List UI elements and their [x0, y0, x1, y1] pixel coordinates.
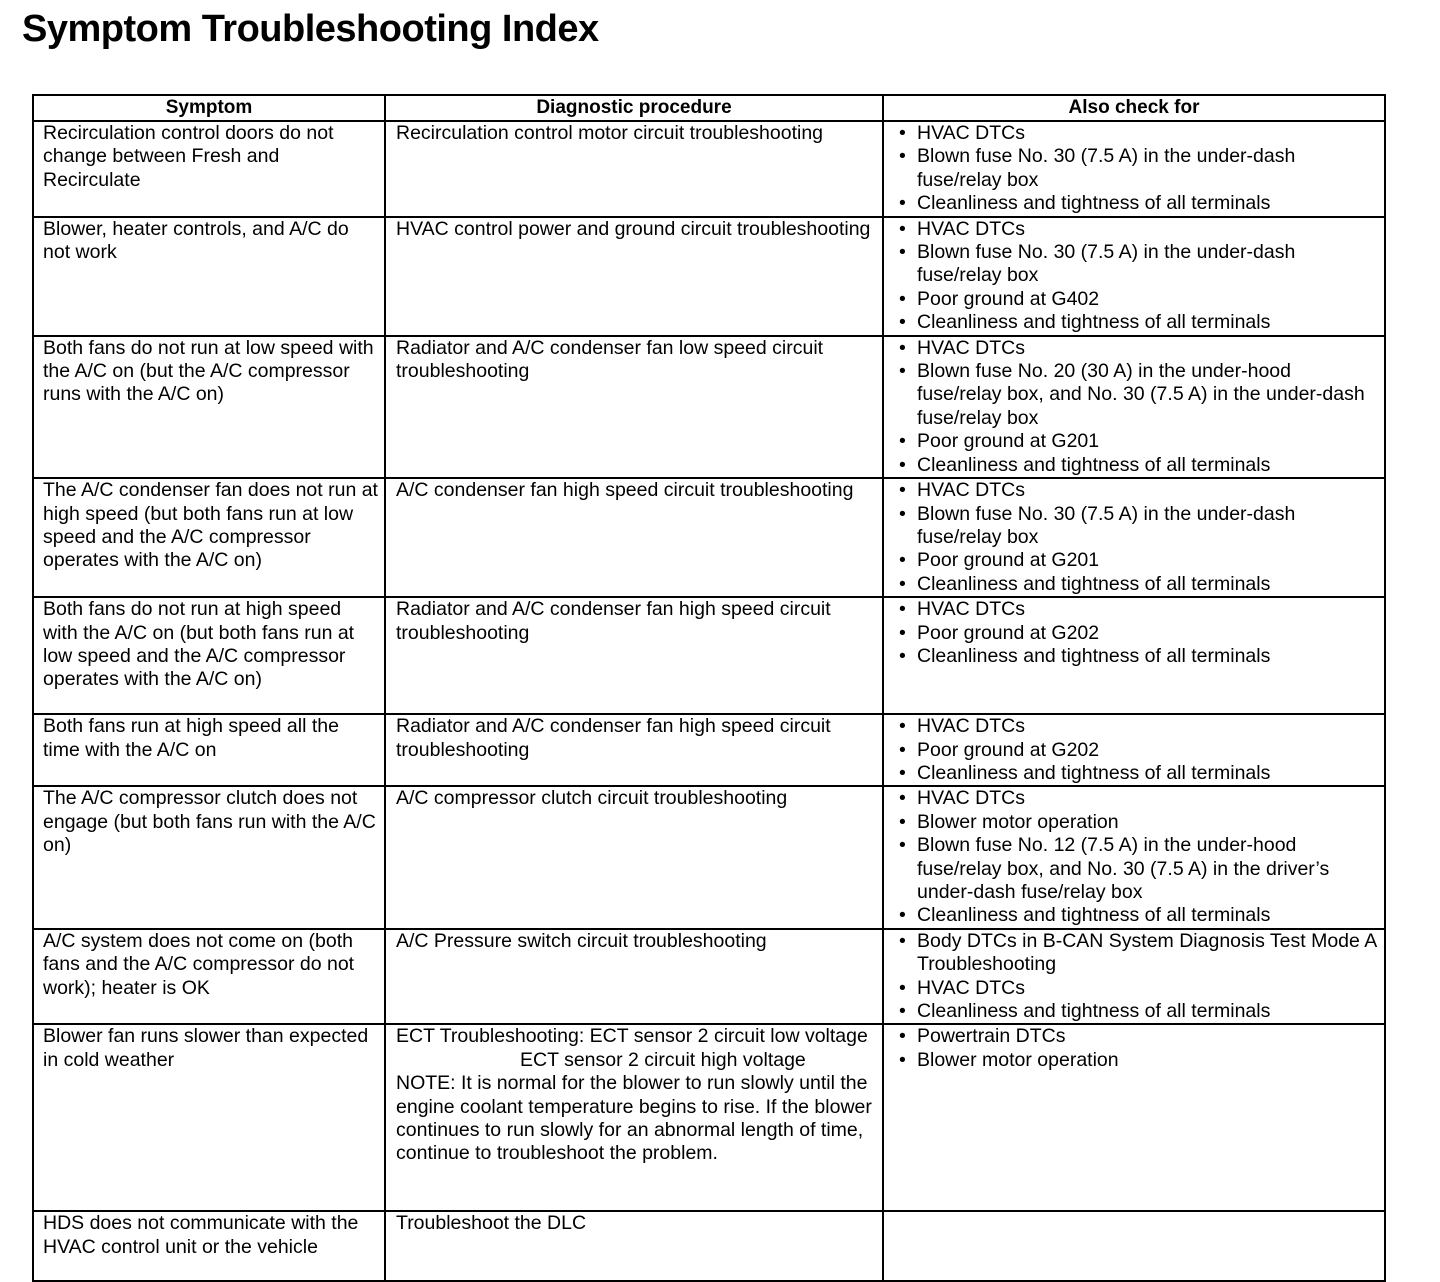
also-check-cell: [883, 714, 1385, 786]
procedure-cell: Radiator and A/C condenser fan high speed circuit troubleshooting: [385, 597, 883, 714]
header-symptom: Symptom: [33, 95, 385, 121]
list-item: • Cleanliness and tightness of all terminals: [893, 904, 1378, 927]
list-item: • Blown fuse No. 30 (7.5 A) in the under-dash fuse/relay box: [893, 241, 1378, 288]
symptom-cell: Blower fan runs slower than expected in cold weather: [33, 1024, 385, 1211]
symptom-cell: The A/C condenser fan does not run at high speed (but both fans run at low speed and the A/C compressor operates with the A/C on): [33, 478, 385, 597]
also-check-cell: [883, 336, 1385, 478]
procedure-cell: A/C condenser fan high speed circuit troubleshooting: [385, 478, 883, 597]
list-item: • Cleanliness and tightness of all terminals: [893, 645, 1378, 668]
list-item: • HVAC DTCs: [893, 122, 1378, 145]
table-row: [33, 121, 1385, 217]
check-list: [893, 598, 1378, 668]
procedure-cell: [385, 1024, 883, 1211]
list-item: • Blower motor operation: [893, 1049, 1378, 1072]
table-row: [33, 929, 1385, 1025]
check-list: [893, 930, 1378, 1024]
list-item: • HVAC DTCs: [893, 218, 1378, 241]
table-row: [33, 714, 1385, 786]
list-item: • Cleanliness and tightness of all terminals: [893, 1000, 1378, 1023]
list-item: • HVAC DTCs: [893, 977, 1378, 1000]
also-check-cell: [883, 929, 1385, 1025]
list-item: • Blown fuse No. 12 (7.5 A) in the under-hood fuse/relay box, and No. 30 (7.5 A) in the driver’s under-dash fuse/relay box: [893, 834, 1378, 904]
list-item: • Blown fuse No. 20 (30 A) in the under-hood fuse/relay box, and No. 30 (7.5 A) in the under-dash fuse/relay box: [893, 360, 1378, 430]
procedure-cell: HVAC control power and ground circuit troubleshooting: [385, 217, 883, 336]
table-row: [33, 217, 1385, 336]
check-list: [893, 218, 1378, 335]
check-list: [893, 787, 1378, 927]
check-list: [893, 715, 1378, 785]
list-item: • Cleanliness and tightness of all terminals: [893, 192, 1378, 215]
check-list: [893, 1025, 1378, 1072]
procedure-cell: Radiator and A/C condenser fan low speed circuit troubleshooting: [385, 336, 883, 478]
check-list: [893, 122, 1378, 216]
symptom-cell: Blower, heater controls, and A/C do not work: [33, 217, 385, 336]
symptom-cell: HDS does not communicate with the HVAC control unit or the vehicle: [33, 1211, 385, 1281]
also-check-cell: [883, 786, 1385, 928]
symptom-cell: Both fans run at high speed all the time with the A/C on: [33, 714, 385, 786]
also-check-cell: [883, 121, 1385, 217]
symptom-cell: A/C system does not come on (both fans and the A/C compressor do not work); heater is OK: [33, 929, 385, 1025]
list-item: • Cleanliness and tightness of all terminals: [893, 454, 1378, 477]
list-item: • Poor ground at G202: [893, 739, 1378, 762]
list-item: • Blown fuse No. 30 (7.5 A) in the under-dash fuse/relay box: [893, 145, 1378, 192]
procedure-note: NOTE: It is normal for the blower to run slowly until the engine coolant temperature begins to rise. If the blower continues to run slowly for an abnormal length of time, continue to troubleshoot the problem.: [396, 1072, 872, 1165]
procedure-cell: Troubleshoot the DLC: [385, 1211, 883, 1281]
also-check-cell: [883, 597, 1385, 714]
symptom-table: [32, 94, 1386, 1282]
symptom-cell: Recirculation control doors do not change between Fresh and Recirculate: [33, 121, 385, 217]
procedure-text: ECT Troubleshooting: ECT sensor 2 circuit low voltage: [396, 1025, 868, 1048]
procedure-text-continued: ECT sensor 2 circuit high voltage: [520, 1048, 806, 1071]
header-also-check-for: Also check for: [883, 95, 1385, 121]
list-item: • Powertrain DTCs: [893, 1025, 1378, 1048]
table-row: [33, 786, 1385, 928]
list-item: • Blower motor operation: [893, 811, 1378, 834]
list-item: • Blown fuse No. 30 (7.5 A) in the under-dash fuse/relay box: [893, 503, 1378, 550]
symptom-cell: The A/C compressor clutch does not engage (but both fans run with the A/C on): [33, 786, 385, 928]
page-title: Symptom Troubleshooting Index: [22, 8, 599, 50]
symptom-cell: Both fans do not run at low speed with the A/C on (but the A/C compressor runs with the A/C on): [33, 336, 385, 478]
list-item: • HVAC DTCs: [893, 598, 1378, 621]
table-row: [33, 1211, 1385, 1281]
list-item: • Cleanliness and tightness of all terminals: [893, 762, 1378, 785]
list-item: • Poor ground at G201: [893, 430, 1378, 453]
list-item: • HVAC DTCs: [893, 337, 1378, 360]
table-row: [33, 597, 1385, 714]
list-item: • Body DTCs in B-CAN System Diagnosis Test Mode A Troubleshooting: [893, 930, 1378, 977]
list-item: • HVAC DTCs: [893, 787, 1378, 810]
procedure-cell: A/C compressor clutch circuit troubleshooting: [385, 786, 883, 928]
table-row: [33, 336, 1385, 478]
list-item: • HVAC DTCs: [893, 479, 1378, 502]
header-diagnostic-procedure: Diagnostic procedure: [385, 95, 883, 121]
list-item: • HVAC DTCs: [893, 715, 1378, 738]
table-row: [33, 1024, 1385, 1211]
list-item: • Poor ground at G201: [893, 549, 1378, 572]
list-item: • Poor ground at G402: [893, 288, 1378, 311]
list-item: • Poor ground at G202: [893, 622, 1378, 645]
table-row: [33, 478, 1385, 597]
list-item: • Cleanliness and tightness of all terminals: [893, 573, 1378, 596]
also-check-cell: [883, 1024, 1385, 1211]
list-item: • Cleanliness and tightness of all terminals: [893, 311, 1378, 334]
also-check-cell: [883, 217, 1385, 336]
table-header-row: [33, 95, 1385, 121]
check-list: [893, 479, 1378, 596]
procedure-cell: Radiator and A/C condenser fan high speed circuit troubleshooting: [385, 714, 883, 786]
also-check-cell: [883, 478, 1385, 597]
symptom-cell: Both fans do not run at high speed with the A/C on (but both fans run at low speed and the A/C compressor operates with the A/C on): [33, 597, 385, 714]
check-list: [893, 337, 1378, 477]
also-check-cell: [883, 1211, 1385, 1281]
procedure-cell: Recirculation control motor circuit troubleshooting: [385, 121, 883, 217]
procedure-cell: A/C Pressure switch circuit troubleshooting: [385, 929, 883, 1025]
